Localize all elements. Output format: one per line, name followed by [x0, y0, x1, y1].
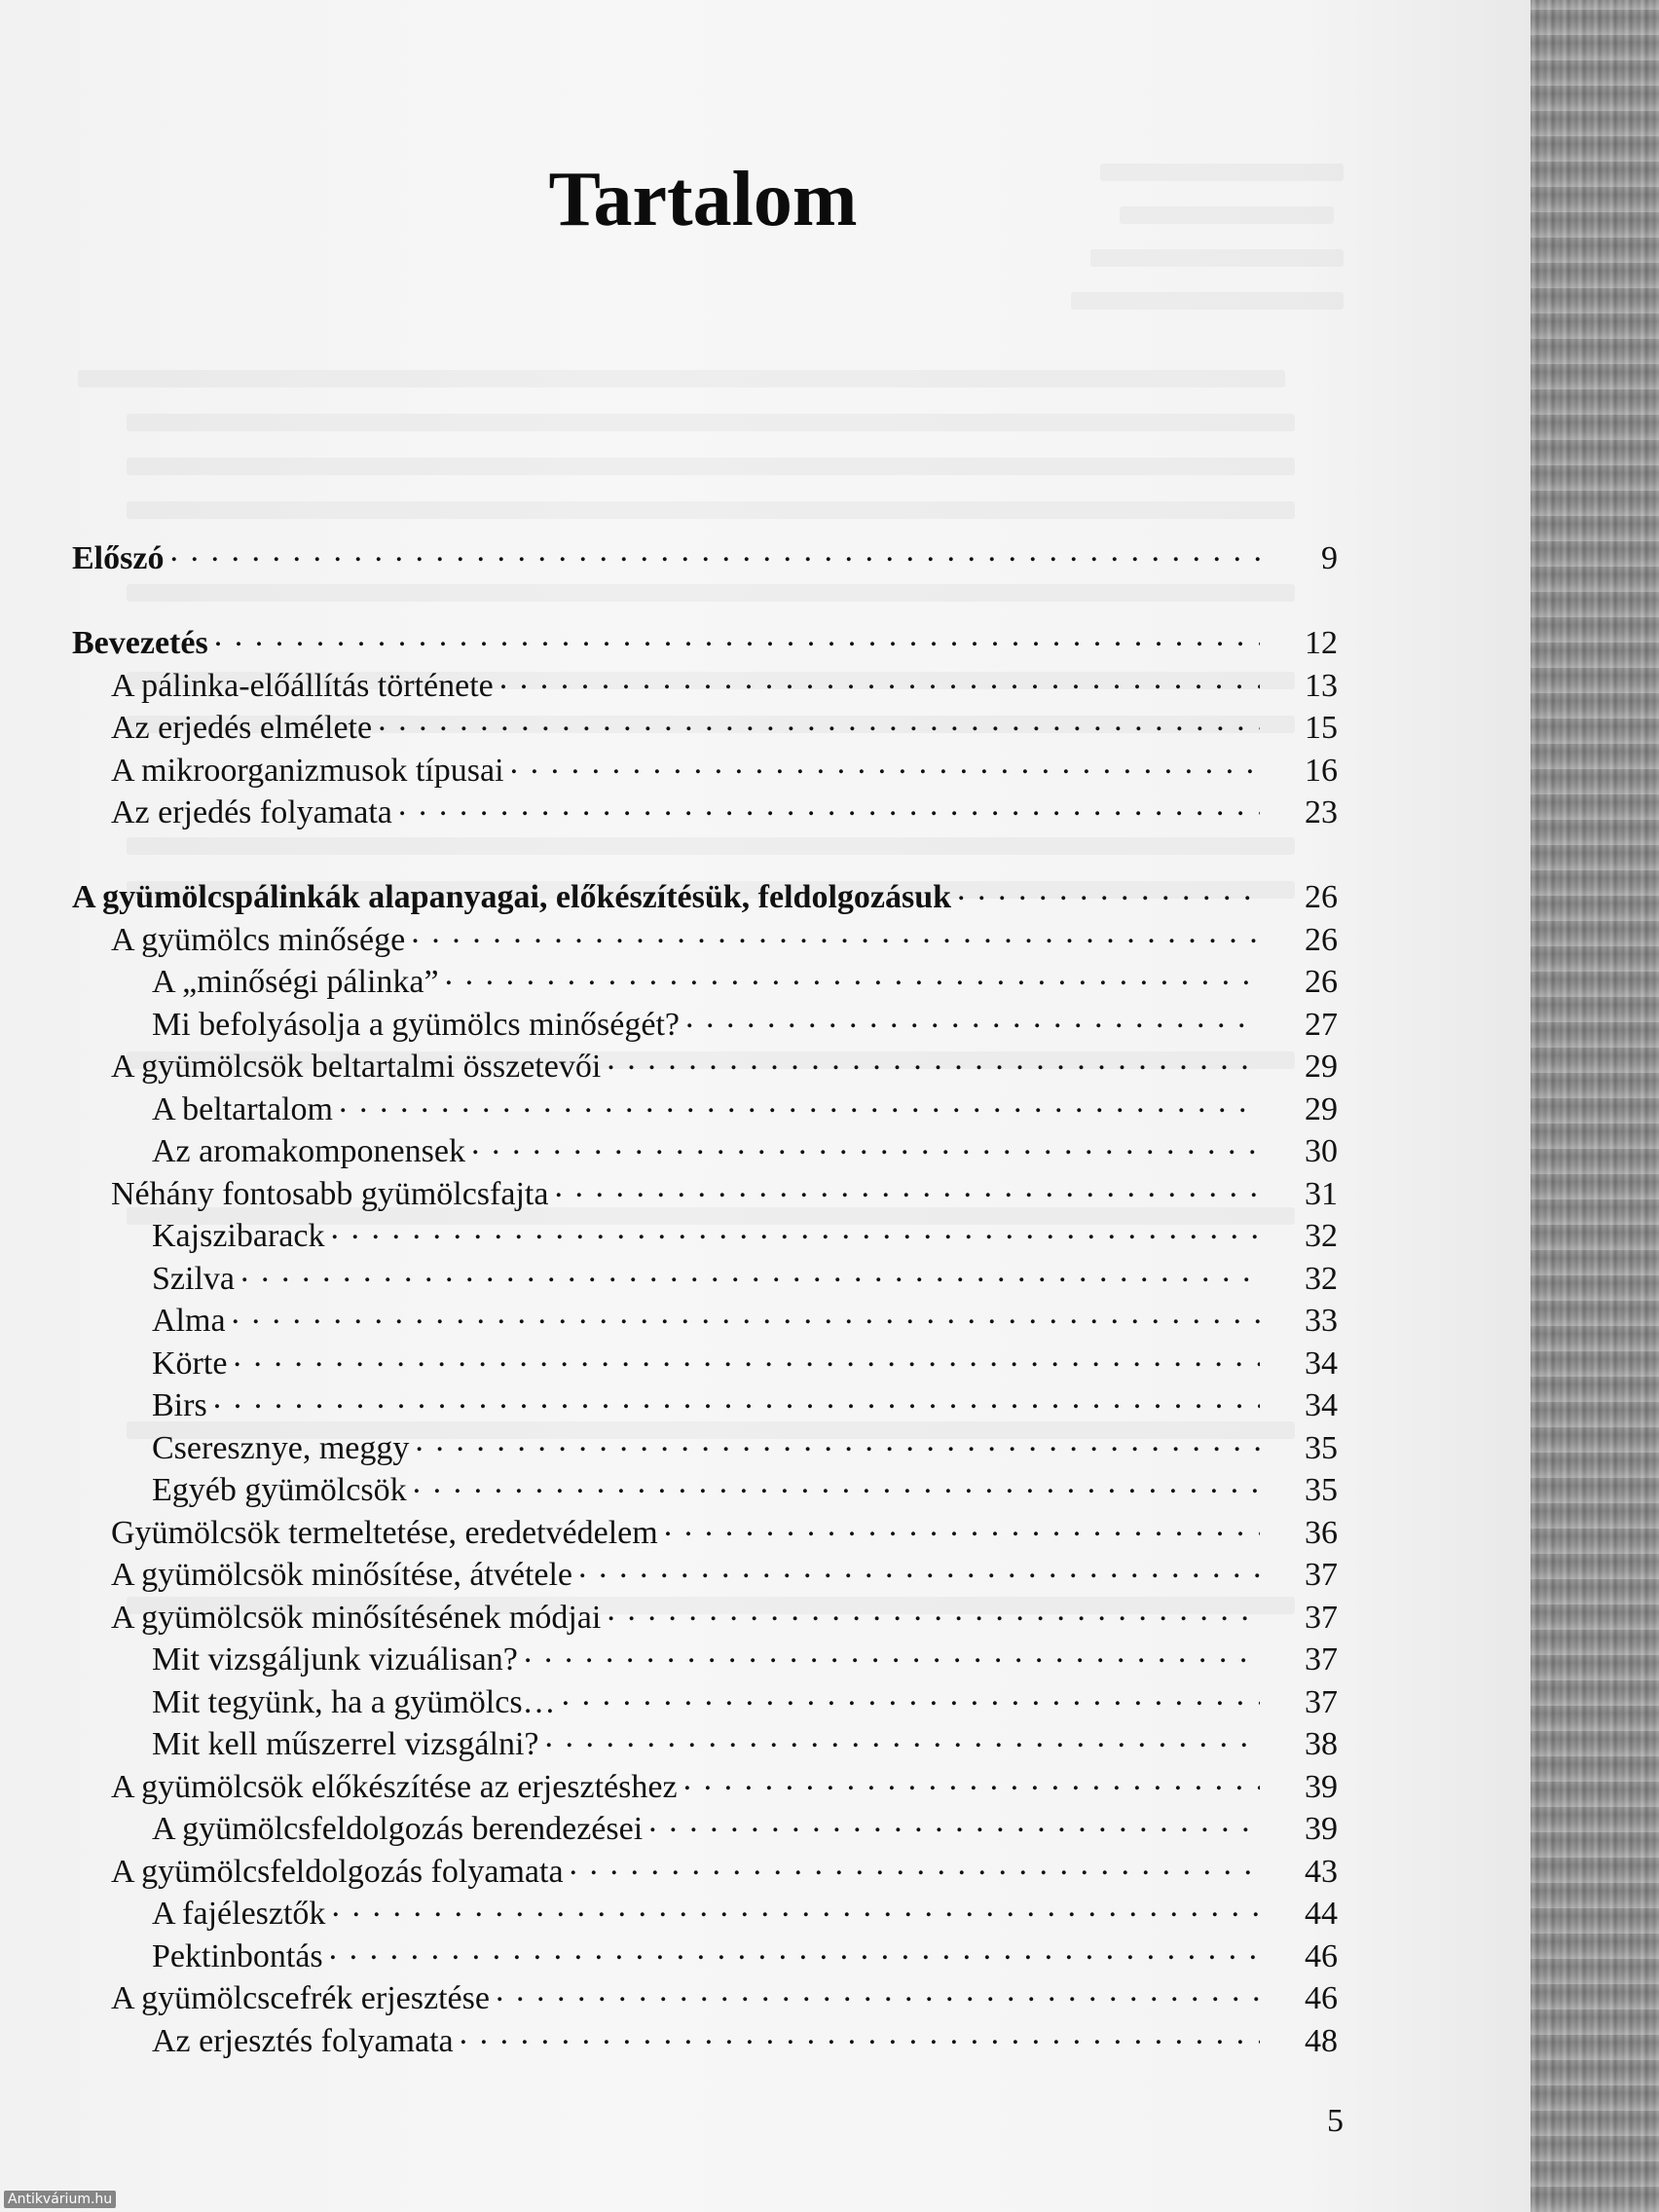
dot-leader	[685, 1002, 1260, 1035]
toc-entry	[72, 535, 1338, 578]
toc-entry-page: 13	[1305, 667, 1338, 704]
toc-entry-label: A pálinka-előállítás története	[111, 667, 494, 704]
toc-entry	[72, 1382, 1338, 1425]
toc-entry	[72, 1171, 1338, 1214]
toc-entry-label: A gyümölcs minősége	[111, 921, 406, 958]
dot-leader	[339, 1087, 1260, 1120]
watermark: Antikvárium.hu	[4, 2191, 116, 2208]
toc-entry-label: A beltartalom	[152, 1090, 334, 1127]
dot-leader	[169, 535, 1260, 569]
toc-entry-page: 46	[1305, 1937, 1338, 1974]
toc-entry-page: 44	[1305, 1896, 1338, 1932]
toc-entry	[72, 1087, 1338, 1129]
toc-entry	[72, 1721, 1338, 1764]
toc-entry-page: 39	[1305, 1768, 1338, 1805]
toc-entry-page: 34	[1305, 1345, 1338, 1382]
dot-leader	[683, 1764, 1260, 1797]
toc-entry	[72, 1341, 1338, 1383]
toc-entry-page: 30	[1305, 1133, 1338, 1169]
toc-entry-page: 32	[1305, 1260, 1338, 1297]
toc-entry-page: 29	[1305, 1049, 1338, 1085]
dot-leader	[213, 1382, 1260, 1416]
dot-leader	[415, 1425, 1260, 1458]
toc-entry-page: 23	[1305, 794, 1338, 830]
dot-leader	[957, 874, 1260, 907]
toc-entry	[72, 1595, 1338, 1638]
dot-leader	[398, 790, 1260, 823]
toc-entry-page: 43	[1305, 1853, 1338, 1890]
table-of-contents	[72, 535, 1338, 2060]
dot-leader	[471, 1128, 1260, 1161]
dot-leader	[496, 1975, 1260, 2009]
dot-leader	[648, 1806, 1260, 1839]
toc-entry-label: A mikroorganizmusok típusai	[111, 752, 504, 789]
dot-leader	[413, 1467, 1260, 1500]
toc-entry-label: Pektinbontás	[152, 1937, 323, 1974]
toc-entry-label: A gyümölcsfeldolgozás berendezései	[152, 1811, 644, 1847]
toc-entry-page: 16	[1305, 752, 1338, 789]
toc-entry	[72, 1637, 1338, 1679]
toc-entry-label: A „minőségi pálinka”	[152, 964, 439, 1000]
toc-entry-label: Kajszibarack	[152, 1218, 325, 1254]
toc-entry-label: Birs	[152, 1387, 207, 1423]
dot-leader	[460, 2018, 1260, 2051]
toc-entry-page: 12	[1305, 625, 1338, 661]
dot-leader	[378, 705, 1260, 738]
toc-entry-label: Bevezetés	[72, 625, 208, 661]
dot-leader	[330, 1213, 1260, 1246]
dot-leader	[445, 959, 1260, 992]
toc-entry	[72, 1256, 1338, 1299]
toc-entry-label: Alma	[152, 1303, 226, 1339]
toc-entry	[72, 1425, 1338, 1468]
toc-entry-label: A gyümölcsök előkészítése az erjesztéshez	[111, 1768, 678, 1805]
toc-entry-label: A gyümölcsök beltartalmi összetevői	[111, 1049, 602, 1085]
toc-entry	[72, 705, 1338, 748]
toc-entry-page: 31	[1305, 1175, 1338, 1212]
toc-entry	[72, 1467, 1338, 1510]
toc-entry-label: Az aromakomponensek	[152, 1133, 465, 1169]
toc-entry	[72, 1975, 1338, 2018]
toc-entry-label: A gyümölcspálinkák alapanyagai, előkészítésük, feldolgozásuk	[72, 879, 952, 915]
toc-entry-label: Mit kell műszerrel vizsgálni?	[152, 1726, 539, 1762]
dot-leader	[570, 1849, 1260, 1882]
toc-entry-label: Néhány fontosabb gyümölcsfajta	[111, 1175, 549, 1212]
toc-entry-page: 37	[1305, 1683, 1338, 1720]
toc-entry-label: Cseresznye, meggy	[152, 1429, 410, 1466]
toc-entry	[72, 1806, 1338, 1849]
dot-leader	[331, 1891, 1260, 1924]
toc-entry-label: Egyéb gyümölcsök	[152, 1472, 407, 1508]
dot-leader	[545, 1721, 1261, 1754]
dot-leader	[554, 1171, 1260, 1204]
dot-leader	[664, 1510, 1260, 1543]
toc-entry	[72, 959, 1338, 1002]
toc-entry-label: Mi befolyásolja a gyümölcs minőségét?	[152, 1006, 680, 1043]
toc-entry-page: 37	[1305, 1599, 1338, 1636]
page-number: 5	[1327, 2103, 1344, 2139]
toc-entry-label: Előszó	[72, 540, 165, 576]
toc-entry	[72, 663, 1338, 706]
toc-entry	[72, 1002, 1338, 1045]
toc-entry-page: 26	[1305, 964, 1338, 1000]
dot-leader	[607, 1044, 1260, 1077]
toc-entry-label: A gyümölcsök minősítése, átvétele	[111, 1557, 573, 1593]
toc-entry	[72, 1510, 1338, 1553]
toc-entry-page: 35	[1305, 1472, 1338, 1508]
dot-leader	[510, 748, 1260, 781]
toc-entry-page: 26	[1305, 879, 1338, 915]
toc-entry-page: 37	[1305, 1641, 1338, 1677]
toc-entry-page: 29	[1305, 1090, 1338, 1127]
toc-entry	[72, 1128, 1338, 1171]
toc-entry	[72, 874, 1338, 917]
toc-entry	[72, 1849, 1338, 1892]
toc-entry-page: 27	[1305, 1006, 1338, 1043]
toc-entry-label: Az erjedés folyamata	[111, 794, 392, 830]
page-stack-edge	[1530, 0, 1659, 2212]
toc-entry-page: 9	[1321, 540, 1338, 576]
dot-leader	[562, 1679, 1260, 1713]
toc-entry-label: A fajélesztők	[152, 1896, 326, 1932]
dot-leader	[232, 1298, 1260, 1331]
toc-entry	[72, 1213, 1338, 1256]
toc-entry-page: 33	[1305, 1303, 1338, 1339]
page-title: Tartalom	[548, 157, 858, 242]
toc-entry-label: Az erjesztés folyamata	[152, 2022, 454, 2059]
toc-entry	[72, 2018, 1338, 2061]
toc-entry	[72, 1764, 1338, 1807]
dot-leader	[607, 1595, 1260, 1628]
toc-entry-label: Szilva	[152, 1260, 235, 1297]
dot-leader	[240, 1256, 1260, 1289]
dot-leader	[578, 1552, 1260, 1585]
toc-entry-label: Mit vizsgáljunk vizuálisan?	[152, 1641, 518, 1677]
toc-entry-page: 36	[1305, 1514, 1338, 1551]
toc-entry-page: 48	[1305, 2022, 1338, 2059]
toc-entry-page: 26	[1305, 921, 1338, 958]
toc-entry	[72, 620, 1338, 663]
toc-entry	[72, 917, 1338, 960]
toc-entry	[72, 1891, 1338, 1934]
toc-entry	[72, 1552, 1338, 1595]
toc-entry	[72, 1044, 1338, 1087]
toc-entry-page: 38	[1305, 1726, 1338, 1762]
dot-leader	[329, 1934, 1260, 1967]
toc-entry-label: A gyümölcsök minősítésének módjai	[111, 1599, 602, 1636]
toc-entry-page: 35	[1305, 1429, 1338, 1466]
dot-leader	[411, 917, 1260, 950]
dot-leader	[214, 620, 1260, 653]
toc-entry	[72, 790, 1338, 832]
toc-entry-label: A gyümölcscefrék erjesztése	[111, 1980, 490, 2016]
toc-entry-label: A gyümölcsfeldolgozás folyamata	[111, 1853, 564, 1890]
dot-leader	[499, 663, 1260, 696]
dot-leader	[233, 1341, 1260, 1374]
toc-entry-page: 37	[1305, 1557, 1338, 1593]
dot-leader	[524, 1637, 1260, 1670]
toc-entry-label: Mit tegyünk, ha a gyümölcs…	[152, 1683, 556, 1720]
toc-entry-page: 32	[1305, 1218, 1338, 1254]
toc-entry	[72, 748, 1338, 791]
toc-entry	[72, 1934, 1338, 1976]
toc-entry-page: 15	[1305, 710, 1338, 746]
toc-entry-label: Körte	[152, 1345, 228, 1382]
toc-entry-page: 46	[1305, 1980, 1338, 2016]
toc-entry	[72, 1679, 1338, 1722]
toc-entry	[72, 1298, 1338, 1341]
toc-entry-page: 39	[1305, 1811, 1338, 1847]
toc-entry-label: Az erjedés elmélete	[111, 710, 373, 746]
toc-entry-label: Gyümölcsök termeltetése, eredetvédelem	[111, 1514, 658, 1551]
toc-entry-page: 34	[1305, 1387, 1338, 1423]
